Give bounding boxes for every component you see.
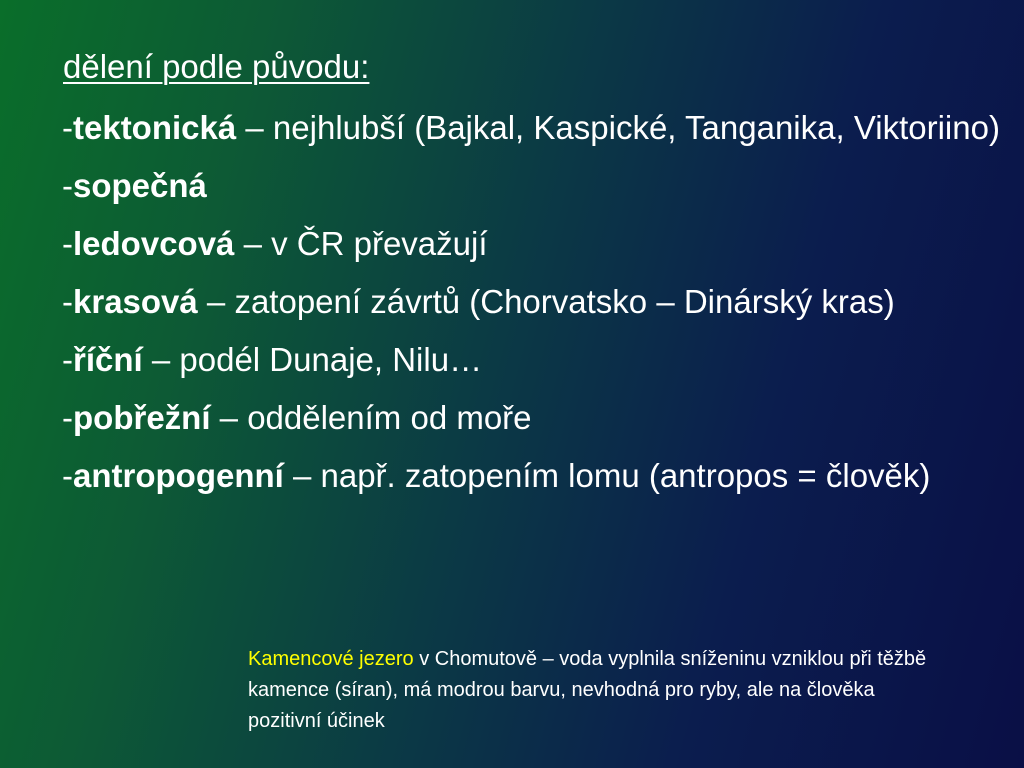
list-item-sopecna bbox=[62, 162, 1002, 210]
note-text: v Chomutově – voda vyplnila sníženinu vzniklou při těžbě kamence (síran), má modrou barvu, nevhodná pro ryby, ale na člověka pozitivní účinek bbox=[248, 648, 927, 732]
list-item-tektonicka bbox=[62, 104, 1002, 152]
item-term: říční bbox=[73, 341, 143, 378]
note-highlight: Kamencové jezero bbox=[248, 648, 414, 670]
bullet-dash: - bbox=[62, 109, 73, 146]
bullet-dash: - bbox=[62, 341, 73, 378]
item-description: – podél Dunaje, Nilu… bbox=[142, 341, 483, 378]
item-term: tektonická bbox=[73, 109, 237, 146]
slide-heading: dělení podle původu: bbox=[63, 48, 370, 85]
bullet-dash: - bbox=[62, 283, 73, 320]
item-term: krasová bbox=[73, 283, 198, 320]
item-term: antropogenní bbox=[73, 457, 284, 494]
list-item-pobrezni bbox=[62, 394, 1002, 442]
bullet-dash: - bbox=[62, 399, 73, 436]
item-term: pobřežní bbox=[73, 399, 211, 436]
bullet-dash: - bbox=[62, 457, 73, 494]
item-description: – zatopení závrtů (Chorvatsko – Dinárský kras) bbox=[197, 283, 895, 320]
bullet-dash: - bbox=[62, 225, 73, 262]
bullet-list bbox=[62, 104, 1002, 510]
list-item-antropogenni bbox=[62, 452, 1002, 500]
note-kamencove-jezero bbox=[248, 644, 948, 737]
bullet-dash: - bbox=[62, 167, 73, 204]
item-description: – oddělením od moře bbox=[210, 399, 532, 436]
item-description: – např. zatopením lomu (antropos = člověk) bbox=[283, 457, 931, 494]
item-term: ledovcová bbox=[73, 225, 235, 262]
list-item-ledovcova bbox=[62, 220, 1002, 268]
list-item-krasova bbox=[62, 278, 1002, 326]
item-term: sopečná bbox=[73, 167, 207, 204]
item-description: – v ČR převažují bbox=[234, 225, 488, 262]
list-item-ricni bbox=[62, 336, 1002, 384]
item-description: – nejhlubší (Bajkal, Kaspické, Tanganika, Viktoriino) bbox=[236, 109, 1000, 146]
